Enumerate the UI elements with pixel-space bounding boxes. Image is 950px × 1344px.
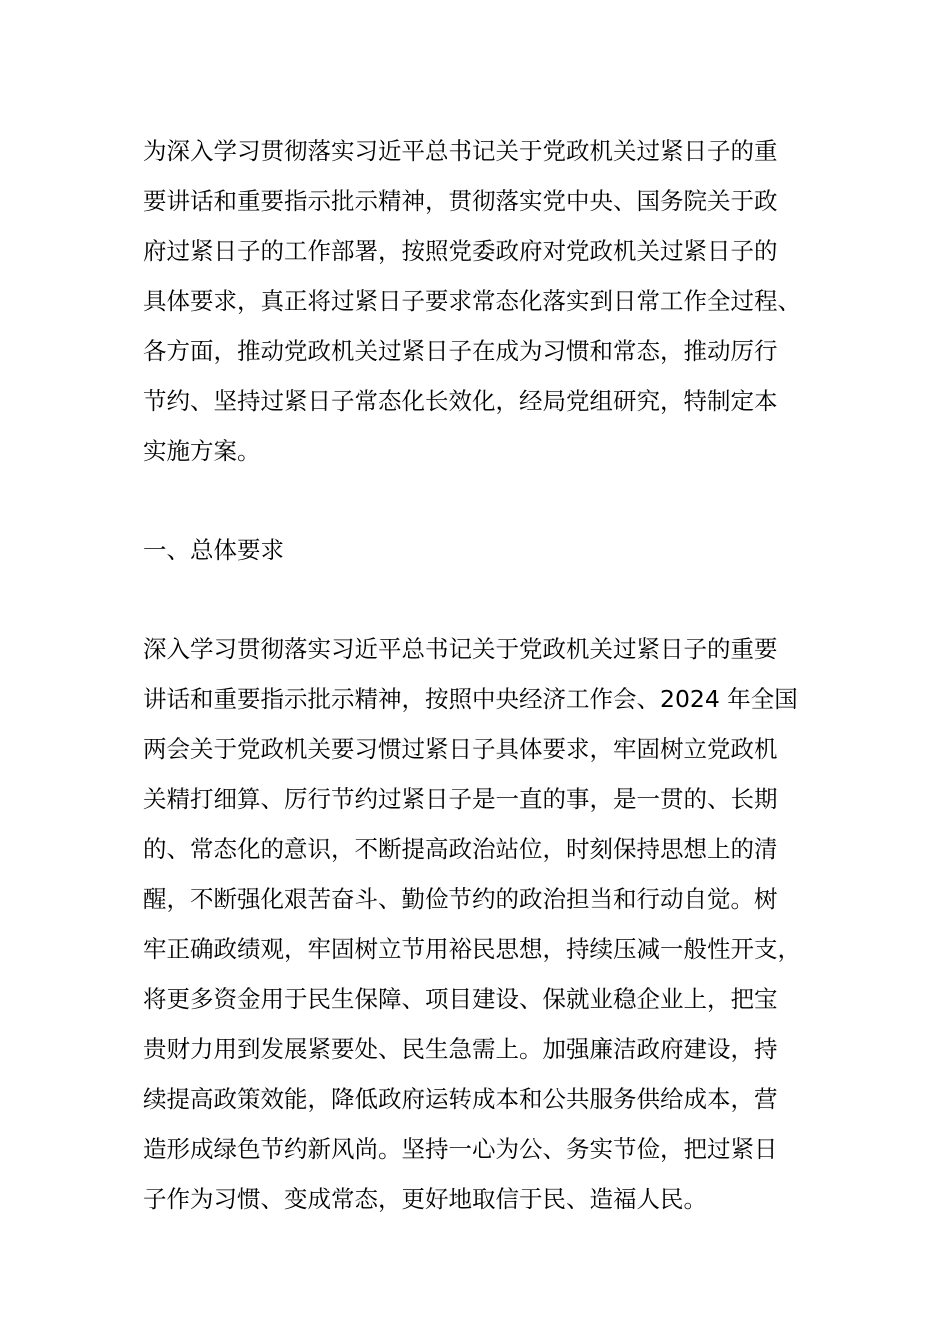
intro-line: 要讲话和重要指示批示精神，贯彻落实党中央、国务院关于政 [143, 187, 778, 215]
intro-line: 府过紧日子的工作部署，按照党委政府对党政机关过紧日子的 [143, 237, 778, 265]
body-line: 讲话和重要指示批示精神，按照中央经济工作会、2024 年全国 [143, 685, 798, 713]
intro-line: 实施方案。 [143, 437, 261, 465]
body-line: 深入学习贯彻落实习近平总书记关于党政机关过紧日子的重要 [143, 635, 778, 663]
intro-line: 各方面，推动党政机关过紧日子在成为习惯和常态，推动厉行 [143, 337, 778, 365]
body-line: 醒，不断强化艰苦奋斗、勤俭节约的政治担当和行动自觉。树 [143, 885, 778, 913]
section-heading: 一、总体要求 [143, 536, 284, 564]
body-line: 牢正确政绩观，牢固树立节用裕民思想，持续压减一般性开支， [143, 935, 801, 963]
body-line: 的、常态化的意识，不断提高政治站位，时刻保持思想上的清 [143, 835, 778, 863]
intro-line: 节约、坚持过紧日子常态化长效化，经局党组研究，特制定本 [143, 387, 778, 415]
body-line: 两会关于党政机关要习惯过紧日子具体要求，牢固树立党政机 [143, 735, 778, 763]
body-line: 子作为习惯、变成常态，更好地取信于民、造福人民。 [143, 1185, 707, 1213]
body-line: 将更多资金用于民生保障、项目建设、保就业稳企业上，把宝 [143, 985, 778, 1013]
intro-line: 具体要求，真正将过紧日子要求常态化落实到日常工作全过程、 [143, 287, 801, 315]
body-line: 关精打细算、厉行节约过紧日子是一直的事，是一贯的、长期 [143, 785, 778, 813]
intro-line: 为深入学习贯彻落实习近平总书记关于党政机关过紧日子的重 [143, 137, 778, 165]
body-line: 贵财力用到发展紧要处、民生急需上。加强廉洁政府建设，持 [143, 1035, 778, 1063]
body-line: 续提高政策效能，降低政府运转成本和公共服务供给成本，营 [143, 1085, 778, 1113]
body-line: 造形成绿色节约新风尚。坚持一心为公、务实节俭，把过紧日 [143, 1135, 778, 1163]
